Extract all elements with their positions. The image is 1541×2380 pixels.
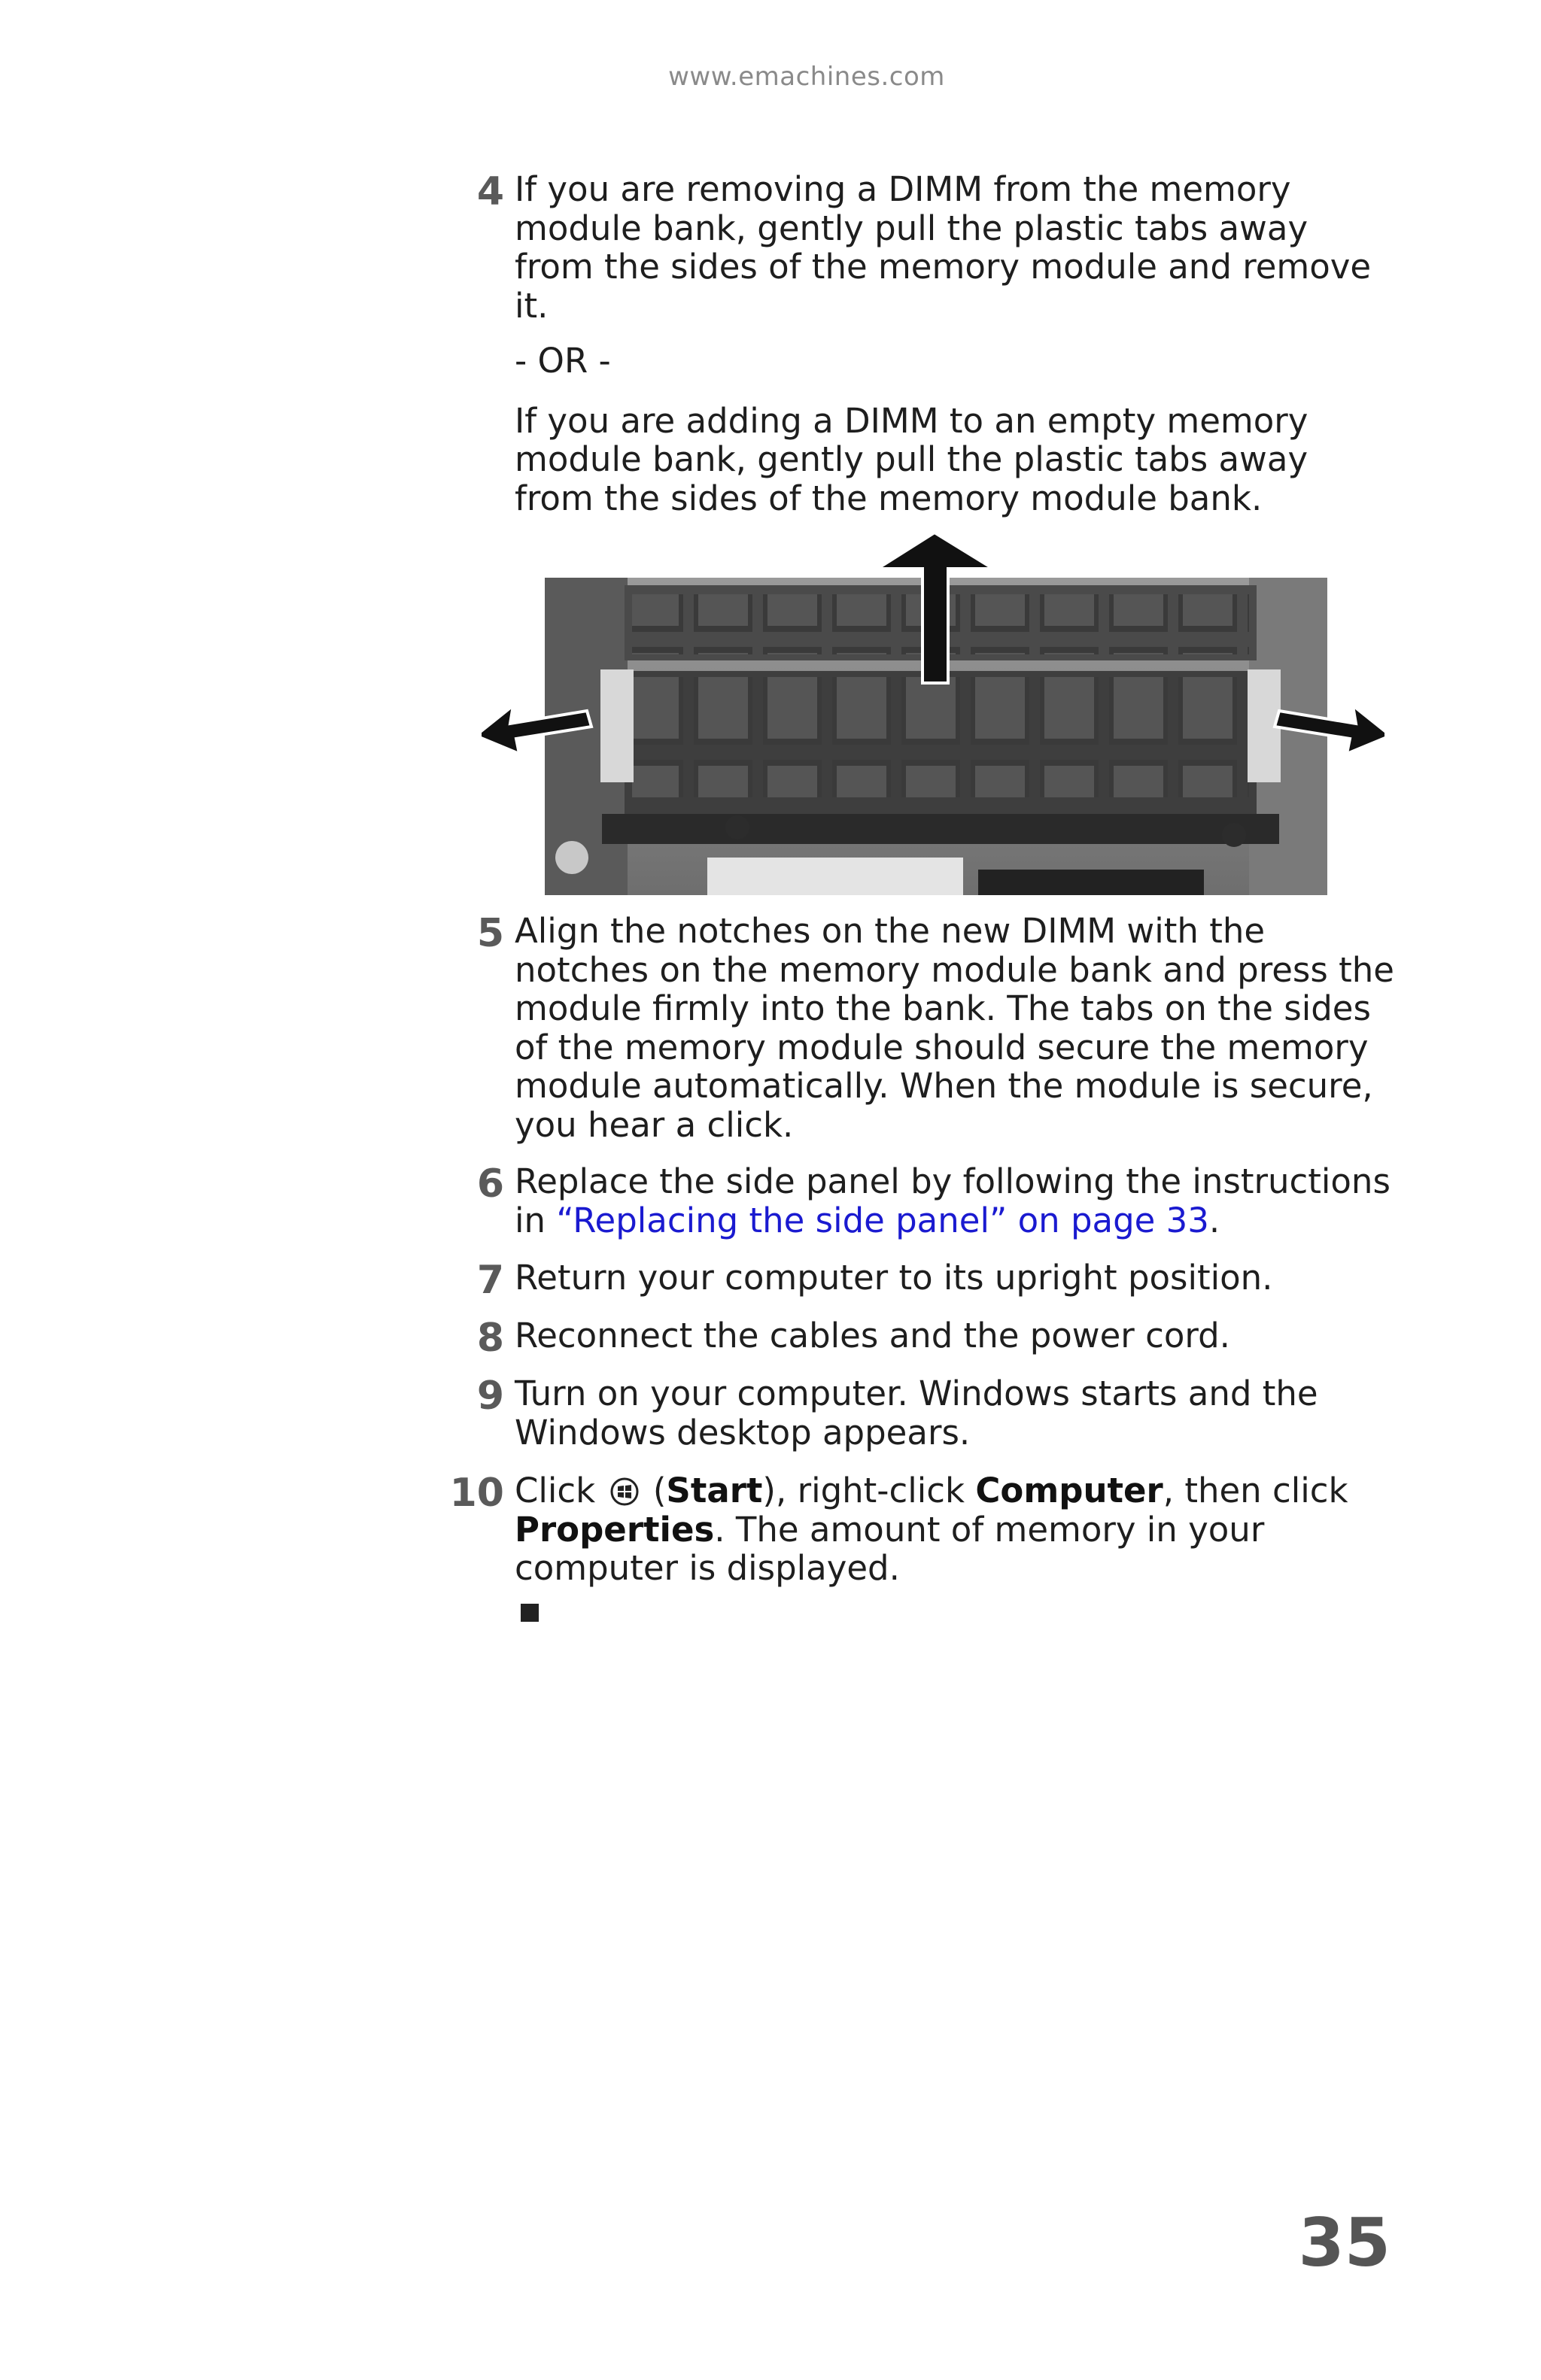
- step-text-before: Replace the side panel by following the instructions in: [515, 1161, 1391, 1240]
- memory-module-figure: [482, 527, 1384, 903]
- step-text: If you are removing a DIMM from the memory module bank, gently pull the plastic tabs away from the sides of the memory module and remove it.: [515, 169, 1372, 326]
- step-text-after: .: [1208, 1200, 1220, 1240]
- step-body: [515, 1316, 1395, 1355]
- start-label: Start: [666, 1471, 763, 1510]
- or-separator: - OR -: [515, 341, 611, 381]
- step-number: 7: [476, 1258, 504, 1303]
- step-number: 4: [476, 169, 504, 214]
- step-body: [515, 170, 1395, 518]
- step-body: [515, 912, 1395, 1144]
- step-number: 10: [449, 1471, 504, 1516]
- text-then-click: , then click: [1163, 1471, 1348, 1510]
- step-body: [515, 1258, 1395, 1298]
- text-displayed: . The amount of memory in your computer is displayed.: [515, 1509, 1265, 1588]
- step-text: [515, 1471, 1395, 1588]
- step-number: 9: [476, 1374, 504, 1419]
- step-text: Return your computer to its upright position.: [515, 1258, 1273, 1298]
- step-number: 5: [476, 911, 504, 956]
- step-text: Reconnect the cables and the power cord.: [515, 1316, 1230, 1355]
- step-alt-text: If you are adding a DIMM to an empty memory module bank, gently pull the plastic tabs away from the sides of the memory module bank.: [515, 400, 1308, 518]
- computer-label: Computer: [975, 1471, 1163, 1510]
- text-right-click: ), right-click: [762, 1471, 976, 1510]
- header-url: www.emachines.com: [668, 62, 945, 92]
- memory-module-illustration: [482, 527, 1384, 903]
- step-body: [515, 1471, 1395, 1588]
- replacing-side-panel-link[interactable]: “Replacing the side panel” on page 33: [556, 1200, 1209, 1240]
- text-click: Click: [515, 1471, 606, 1510]
- step-number: 8: [476, 1316, 504, 1361]
- page-number: 35: [1298, 2204, 1391, 2281]
- windows-start-icon: [609, 1477, 640, 1507]
- step-text: Turn on your computer. Windows starts and the Windows desktop appears.: [515, 1374, 1318, 1453]
- step-body: [515, 1374, 1395, 1452]
- properties-label: Properties: [515, 1509, 715, 1550]
- end-of-section-square-icon: [521, 1604, 539, 1622]
- step-text: Align the notches on the new DIMM with the notches on the memory module bank and press the module firmly into the bank. The tabs on the sides of the memory module should secure the memory module automatically. When the module is secure, you hear a click.: [515, 911, 1394, 1145]
- step-number: 6: [476, 1161, 504, 1207]
- step-text: [515, 1162, 1395, 1240]
- step-body: [515, 1162, 1395, 1240]
- text-paren-open: (: [642, 1471, 667, 1510]
